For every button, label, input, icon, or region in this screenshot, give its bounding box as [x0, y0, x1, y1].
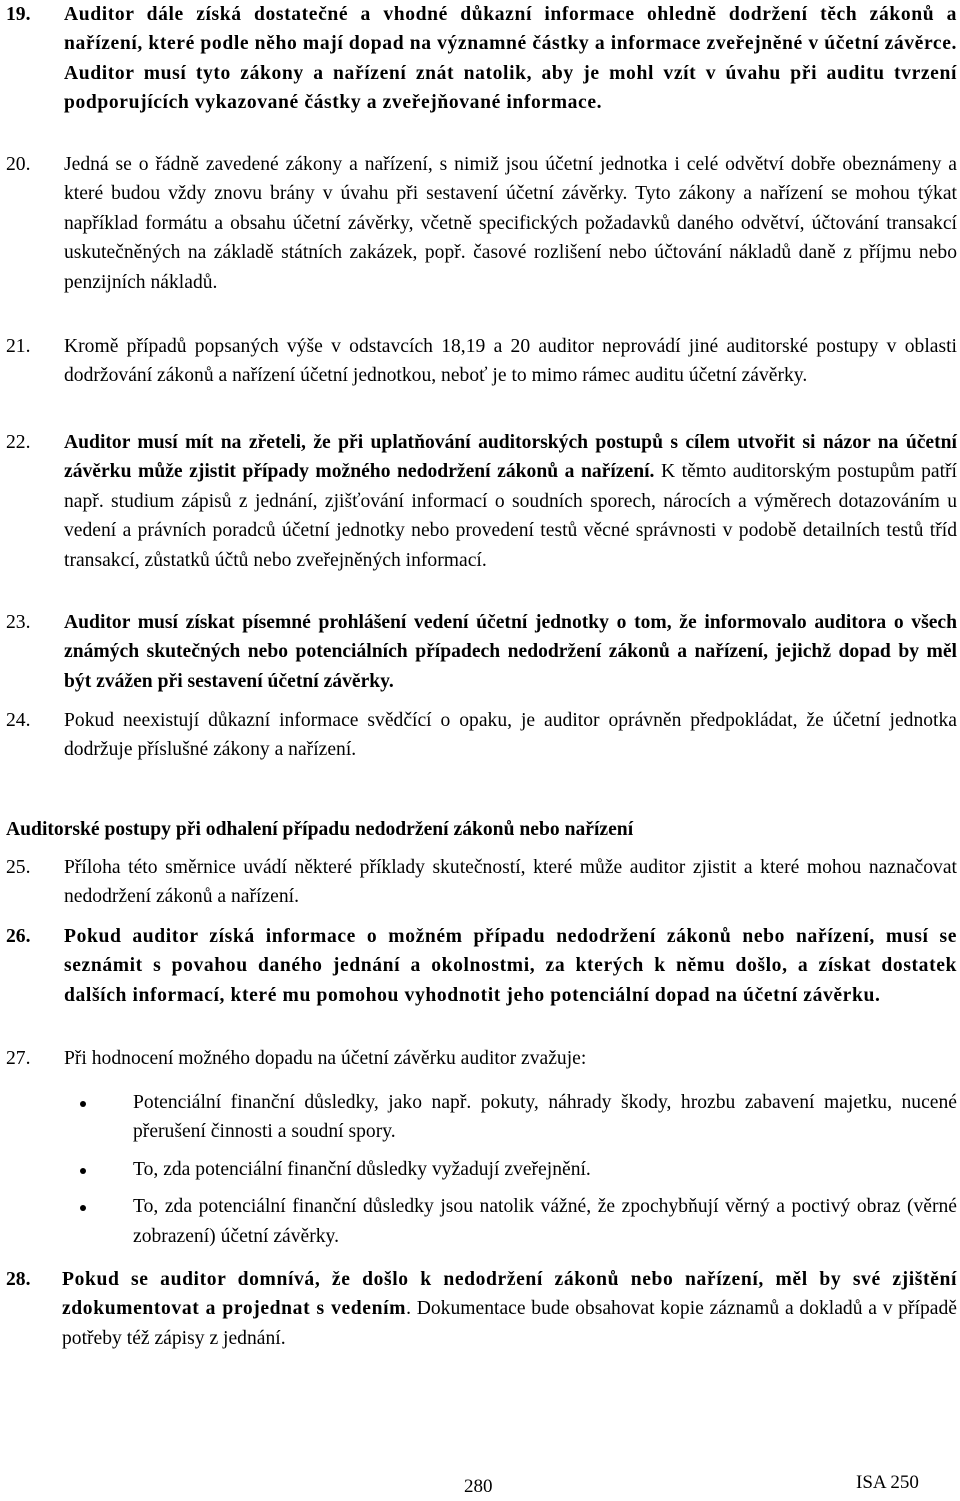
paragraph-text: K těmto auditorským postupům patří např. studium zápisů z jednání, zjišťování informací o soudních sporech, nárocích a výměrech dotazováním u vedení a právních poradců účetní jednotky nebo provedení testů věcné správnosti v podobě detailních testů tříd transakcí, zůstatků účtů nebo zveřejněných informací.	[64, 461, 957, 571]
bullet-text: To, zda potenciální finanční důsledky vyžadují zveřejnění.	[133, 1158, 591, 1180]
document-id: ISA 250	[856, 1472, 919, 1493]
paragraph-text: Jedná se o řádně zavedené zákony a nařízení, s nimiž jsou účetní jednotka i celé odvětví dobře obeznámeny a které budou vždy znovu brány v úvahu při sestavení účetní závěrky. Tyto zákony a nařízení se mohou týkat například formátu a obsahu účetní závěrky, včetně specifických požadavků daného odvětví, účtování transakcí uskutečněných na základě státních zakázek, popř. časové rozlišení nebo účtování nákladů daně z příjmu nebo penzijních nákladů.	[64, 154, 957, 293]
paragraph-text: . Dokumentace bude obsahovat kopie záznamů a dokladů a v případě potřeby též zápisy z jednání.	[62, 1298, 957, 1349]
paragraph-number: 21.	[6, 336, 31, 357]
paragraph-19	[0, 0, 960, 118]
paragraph-text: Pokud auditor získá informace o možném případu nedodržení zákonů nebo nařízení, musí se seznámit s povahou daného jednání a okolnostmi, za kterých k němu došlo, a získat dostatek dalších informací, které mu pomohou vyhodnotit jeho potenciální dopad na účetní závěrku.	[64, 926, 957, 1006]
paragraph-text-bold: Pokud se auditor domnívá, že došlo k nedodržení zákonů nebo nařízení, měl by své zjištění zdokumentovat a projednat s vedením	[62, 1269, 957, 1320]
paragraph-24	[0, 706, 960, 765]
paragraph-number: 20.	[6, 154, 31, 175]
bullet-text: Potenciální finanční důsledky, jako např. pokuty, náhrady škody, hrozbu zabavení majetku, nucené přerušení činnosti a soudní spory.	[133, 1092, 957, 1143]
paragraph-22	[0, 428, 960, 575]
paragraph-text: Pokud neexistují důkazní informace svědčící o opaku, je auditor oprávněn předpokládat, že účetní jednotka dodržuje příslušné zákony a nařízení.	[64, 710, 957, 761]
paragraph-26	[0, 922, 960, 1010]
paragraph-number: 26.	[6, 926, 31, 947]
bullet-dot-icon	[80, 1205, 86, 1211]
paragraph-number: 25.	[6, 857, 31, 878]
paragraph-text: Příloha této směrnice uvádí některé příklady skutečností, které může auditor zjistit a které mohou naznačovat nedodržení zákonů a nařízení.	[64, 857, 957, 908]
paragraph-23	[0, 608, 960, 696]
page-number: 280	[464, 1476, 493, 1497]
paragraph-text: Auditor musí získat písemné prohlášení vedení účetní jednotky o tom, že informovalo auditora o všech známých skutečných nebo potenciálních případech nedodržení zákonů a nařízení, jejichž dopad by měl být zvážen při sestavení účetní závěrky.	[64, 612, 957, 692]
paragraph-text: Při hodnocení možného dopadu na účetní závěrku auditor zvažuje:	[64, 1048, 587, 1069]
paragraph-25	[0, 853, 960, 912]
bullet-dot-icon	[80, 1101, 86, 1107]
bullet-item	[0, 1088, 960, 1147]
paragraph-number: 28.	[6, 1269, 31, 1290]
paragraph-27	[0, 1044, 960, 1073]
paragraph-number: 24.	[6, 710, 31, 731]
paragraph-number: 22.	[6, 432, 31, 453]
paragraph-20	[0, 150, 960, 297]
paragraph-number: 23.	[6, 612, 31, 633]
bullet-item	[0, 1155, 960, 1184]
paragraph-text: Kromě případů popsaných výše v odstavcích 18,19 a 20 auditor neprovádí jiné auditorské postupy v oblasti dodržování zákonů a nařízení účetní jednotkou, neboť je to mimo rámec auditu účetní závěrky.	[64, 336, 957, 387]
paragraph-21	[0, 332, 960, 391]
paragraph-number: 19.	[6, 4, 31, 25]
bullet-list	[0, 1088, 960, 1259]
paragraph-28	[0, 1265, 960, 1353]
paragraph-text-bold: Auditor musí mít na zřeteli, že při uplatňování auditorských postupů s cílem utvořit si názor na účetní závěrku může zjistit případy možného nedodržení zákonů a nařízení.	[64, 432, 957, 483]
bullet-dot-icon	[80, 1168, 86, 1174]
bullet-text: To, zda potenciální finanční důsledky jsou natolik vážné, že zpochybňují věrný a poctivý obraz (věrné zobrazení) účetní závěrky.	[133, 1196, 957, 1247]
bullet-item	[0, 1192, 960, 1251]
section-heading: Auditorské postupy při odhalení případu nedodržení zákonů nebo nařízení	[6, 819, 634, 840]
paragraph-number: 27.	[6, 1048, 31, 1069]
paragraph-text: Auditor dále získá dostatečné a vhodné důkazní informace ohledně dodržení těch zákonů a nařízení, které podle něho mají dopad na významné částky a informace zveřejněné v účetní závěrce. Auditor musí tyto zákony a nařízení znát natolik, aby je mohl vzít v úvahu při auditu tvrzení podporujících vykazované částky a zveřejňované informace.	[64, 4, 957, 114]
